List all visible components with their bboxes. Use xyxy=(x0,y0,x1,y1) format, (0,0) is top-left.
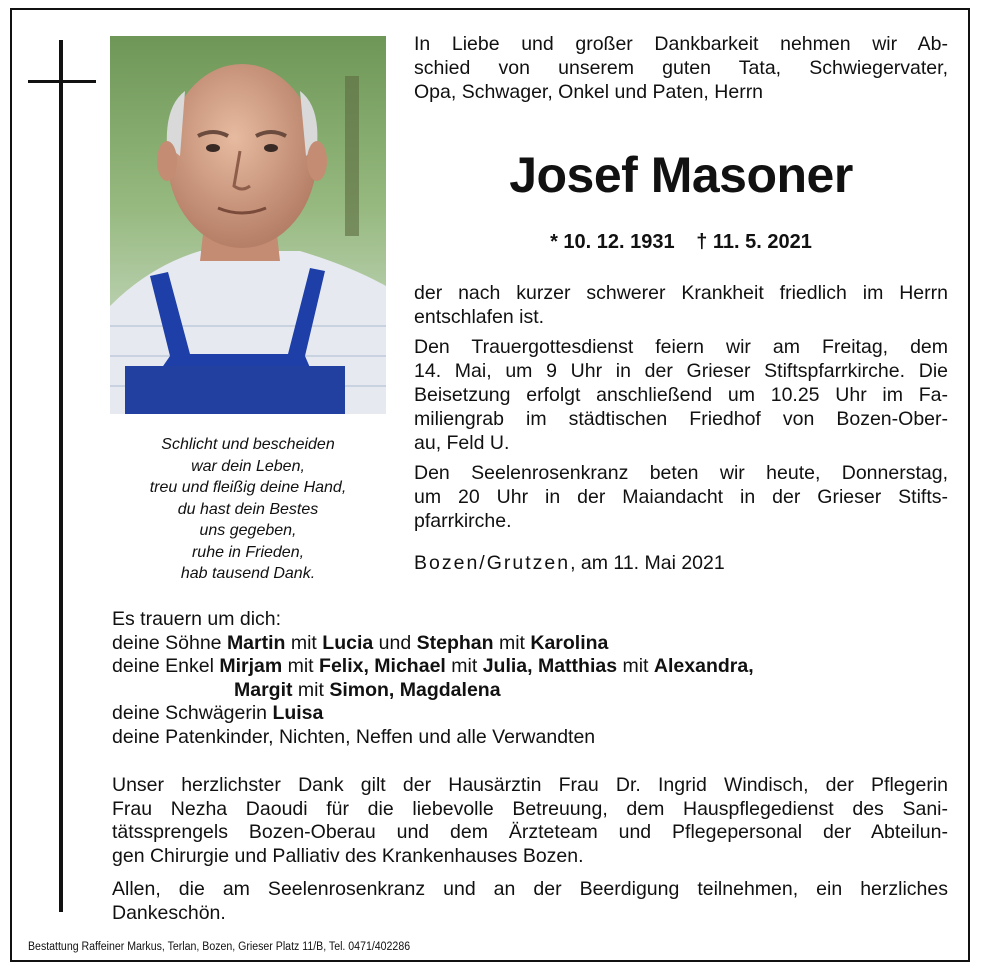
paragraph xyxy=(414,461,948,533)
poem-line: war dein Leben, xyxy=(191,457,305,475)
name: Margit xyxy=(234,678,293,701)
deceased-name: Josef Masoner xyxy=(509,147,853,203)
connector: mit xyxy=(285,631,323,654)
body-line: um 20 Uhr in der Maiandacht in der Grieser Stifts- xyxy=(414,486,948,508)
body-line: au, Feld U. xyxy=(414,432,510,454)
body-line: Beisetzung erfolgt anschließend um 10.25 Uhr im Fa- xyxy=(414,384,948,406)
date: , am 11. Mai 2021 xyxy=(570,552,725,574)
thanks-line: Dankeschön. xyxy=(112,901,226,924)
mourners-godchildren: deine Patenkinder, Nichten, Neffen und alle Verwandten xyxy=(112,725,596,748)
service-info xyxy=(414,281,948,539)
poem-line: uns gegeben, xyxy=(199,522,297,539)
connector: mit xyxy=(493,631,531,654)
mourners-heading: Es trauern um dich: xyxy=(112,608,282,630)
name: Felix, Michael xyxy=(319,655,446,677)
body-line: entschlafen ist. xyxy=(414,306,545,328)
birth-date: * 10. 12. 1931 xyxy=(550,231,675,253)
connector: mit xyxy=(617,655,654,677)
thanks-line: Unser herzlichster Dank gilt der Hausärztin Frau Dr. Ingrid Windisch, der Pflegerin xyxy=(112,774,948,796)
portrait-photo xyxy=(110,36,386,414)
thanks-line: gen Chirurgie und Palliativ des Krankenhauses Bozen. xyxy=(112,844,584,867)
thanks-line: tätssprengels Bozen-Oberau und dem Ärzteteam und Pflegepersonal der Abteilun- xyxy=(112,821,948,843)
paragraph xyxy=(414,335,948,455)
death-date: † 11. 5. 2021 xyxy=(696,231,812,253)
paragraph xyxy=(414,281,948,329)
poem-line: Schlicht und bescheiden xyxy=(161,436,335,453)
mourners-sons xyxy=(112,632,952,656)
poem-line: treu und fleißig deine Hand, xyxy=(149,479,347,496)
life-dates xyxy=(414,231,948,254)
name: Lucia xyxy=(322,631,374,654)
mourners-grandchildren-cont xyxy=(112,679,952,703)
cross-icon-bar xyxy=(28,80,96,83)
poem-line: ruhe in Frieden, xyxy=(191,543,305,561)
body-line: pfarrkirche. xyxy=(414,510,512,532)
name: Stephan xyxy=(416,631,494,654)
intro-text xyxy=(414,32,948,104)
mourners-sister-in-law xyxy=(112,702,952,726)
mourners-grandchildren xyxy=(112,655,952,679)
thanks-text xyxy=(112,774,948,925)
name: Julia, Matthias xyxy=(482,655,618,677)
intro-line: In Liebe und großer Dankbarkeit nehmen wir Ab- xyxy=(414,33,948,55)
name: Luisa xyxy=(272,702,324,724)
thanks-line: Allen, die am Seelenrosenkranz und an der Beerdigung teilnehmen, ein herzliches xyxy=(112,878,948,900)
name: Alexandra, xyxy=(653,655,754,677)
body-line: der nach kurzer schwerer Krankheit friedlich im Herrn xyxy=(414,282,948,304)
thanks-line: Frau Nezha Daoudi für die liebevolle Betreuung, dem Hauspflegedienst des Sani- xyxy=(112,797,948,820)
body-line: 14. Mai, um 9 Uhr in der Grieser Stiftspfarrkirche. Die xyxy=(414,360,948,382)
label: deine Enkel xyxy=(112,655,220,677)
cross-icon xyxy=(59,40,63,912)
place-and-date xyxy=(414,552,725,575)
label: deine Söhne xyxy=(112,631,227,654)
intro-line: Opa, Schwager, Onkel und Paten, Herrn xyxy=(414,81,764,103)
funeral-home-footer: Bestattung Raffeiner Markus, Terlan, Bozen, Grieser Platz 11/B, Tel. 0471/402286 xyxy=(28,941,411,953)
connector: mit xyxy=(282,655,320,677)
name: Martin xyxy=(226,631,286,654)
body-line: Den Trauergottesdienst feiern wir am Freitag, dem xyxy=(414,336,948,358)
body-line: miliengrab im städtischen Friedhof von Bozen-Ober- xyxy=(414,408,948,430)
connector: und xyxy=(373,631,417,654)
name: Simon, Magdalena xyxy=(329,678,501,701)
memorial-poem xyxy=(110,434,386,585)
connector: mit xyxy=(445,655,483,677)
connector: mit xyxy=(292,678,330,701)
place: Bozen/Grutzen xyxy=(414,552,571,574)
poem-line: du hast dein Bestes xyxy=(177,500,319,518)
name: Karolina xyxy=(530,631,609,654)
body-line: Den Seelenrosenkranz beten wir heute, Donnerstag, xyxy=(414,462,948,484)
poem-line: hab tausend Dank. xyxy=(180,565,316,582)
mourners-list xyxy=(112,608,952,749)
name: Mirjam xyxy=(219,655,283,677)
label: deine Schwägerin xyxy=(112,702,273,724)
intro-line: schied von unserem guten Tata, Schwiegervater, xyxy=(414,57,948,79)
